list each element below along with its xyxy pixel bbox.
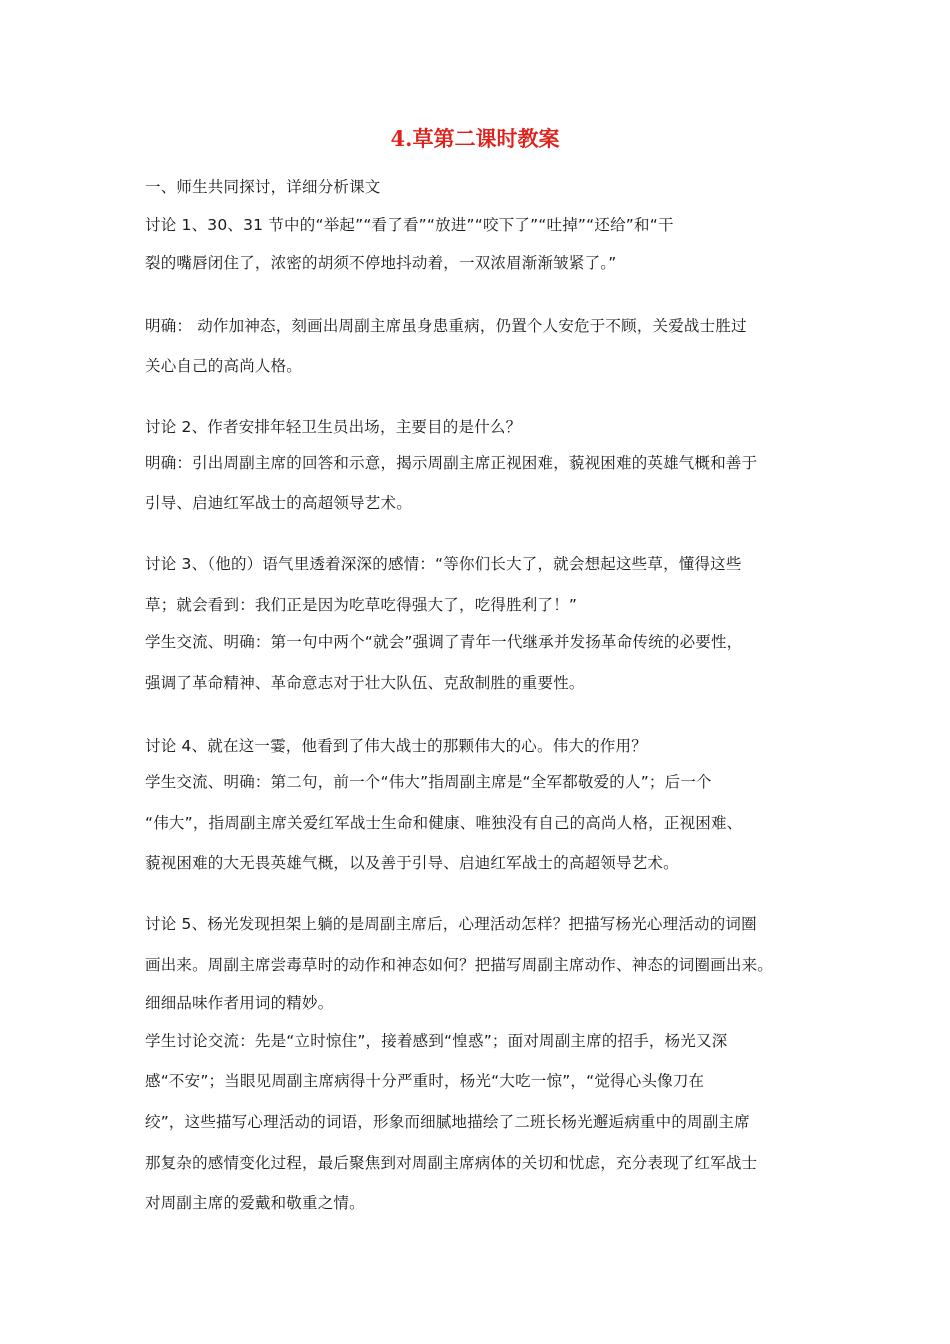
text-line: 强调了革命精神、革命意志对于壮大队伍、克敌制胜的重要性。 bbox=[145, 674, 585, 692]
text-line: 学生交流、明确：第一句中两个“就会”强调了青年一代继承并发扬革命传统的必要性， bbox=[145, 633, 743, 651]
section-heading: 一、师生共同探讨，详细分析课文 bbox=[145, 178, 381, 196]
page-title: 4.草第二课时教案 bbox=[390, 126, 560, 151]
text-line: 画出来。周副主席尝毒草时的动作和神态如何？把描写周副主席动作、神态的词圈画出来。 bbox=[145, 956, 774, 974]
text-line: 讨论 4、就在这一霎，他看到了伟大战士的那颗伟大的心。伟大的作用？ bbox=[145, 737, 647, 755]
text-line: 明确： 动作加神态，刻画出周副主席虽身患重病，仍置个人安危于不顾，关爱战士胜过 bbox=[145, 317, 747, 335]
text-line: 讨论 5、杨光发现担架上躺的是周副主席后，心理活动怎样？把描写杨光心理活动的词圈 bbox=[145, 915, 757, 933]
text-line: 学生讨论交流：先是“立时惊住”，接着感到“惶惑”；面对周副主席的招手，杨光又深 bbox=[145, 1032, 728, 1050]
text-line: 绞”，这些描写心理活动的词语，形象而细腻地描绘了二班长杨光邂逅病重中的周副主席 bbox=[145, 1113, 750, 1131]
text-line: 那复杂的感情变化过程，最后聚焦到对周副主席病体的关切和忧虑，充分表现了红军战士 bbox=[145, 1154, 758, 1172]
text-line: 关心自己的高尚人格。 bbox=[145, 357, 303, 375]
text-line: 引导、启迪红军战士的高超领导艺术。 bbox=[145, 494, 412, 512]
text-line: 草；就会看到：我们正是因为吃草吃得强大了，吃得胜利了！” bbox=[145, 596, 578, 614]
text-line: 裂的嘴唇闭住了，浓密的胡须不停地抖动着，一双浓眉渐渐皱紧了。” bbox=[145, 254, 617, 272]
text-line: 学生交流、明确：第二句，前一个“伟大”指周副主席是“全军都敬爱的人”；后一个 bbox=[145, 773, 712, 791]
text-line: “伟大”，指周副主席关爱红军战士生命和健康、唯独没有自己的高尚人格，正视困难、 bbox=[145, 814, 743, 832]
text-line: 藐视困难的大无畏英雄气概，以及善于引导、启迪红军战士的高超领导艺术。 bbox=[145, 854, 679, 872]
text-line: 明确：引出周副主席的回答和示意，揭示周副主席正视困难，藐视困难的英雄气概和善于 bbox=[145, 454, 758, 472]
text-line: 感“不安”；当眼见周副主席病得十分严重时，杨光“大吃一惊”，“觉得心头像刀在 bbox=[145, 1072, 705, 1090]
text-line: 对周副主席的爱戴和敬重之情。 bbox=[145, 1194, 365, 1212]
text-line: 细细品味作者用词的精妙。 bbox=[145, 994, 334, 1012]
text-line: 讨论 3、（他的）语气里透着深深的感情：“等你们长大了，就会想起这些草，懂得这些 bbox=[145, 555, 742, 573]
text-line: 讨论 2、作者安排年轻卫生员出场，主要目的是什么？ bbox=[145, 418, 522, 436]
text-line: 讨论 1、30、31 节中的“举起”“看了看”“放进”“咬下了”“吐掉”“还给”和“干 bbox=[145, 216, 674, 234]
